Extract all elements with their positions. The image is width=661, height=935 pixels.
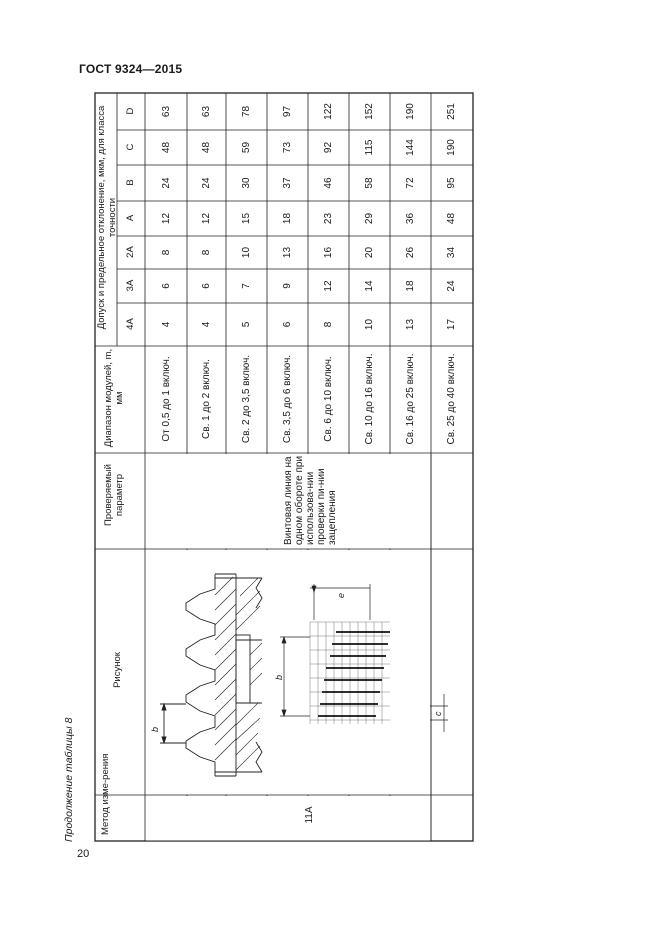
tolerance-value-cell: 4: [160, 321, 172, 328]
document-header: ГОСТ 9324—2015: [79, 62, 183, 76]
tolerance-value-cell: 48: [160, 141, 172, 154]
tolerance-value-cell: 78: [240, 105, 252, 118]
tolerance-value-cell: 6: [281, 321, 293, 328]
tolerance-value-cell: 95: [445, 177, 457, 189]
tolerance-value-cell: 8: [160, 249, 172, 256]
tolerance-value-cell: 115: [363, 139, 375, 156]
module-range-cell: От 0,5 до 1 включ.: [160, 356, 172, 442]
tolerance-value-cell: 144: [404, 139, 416, 156]
module-range-cell: Св. 16 до 25 включ.: [404, 353, 416, 445]
tolerance-value-cell: 14: [363, 280, 375, 292]
tolerance-value-cell: 13: [281, 246, 293, 259]
tolerance-value-cell: 23: [322, 212, 334, 225]
class-header-4a: 4А: [125, 318, 136, 330]
header-figure: Рисунок: [112, 652, 123, 688]
tolerance-value-cell: 24: [445, 280, 457, 292]
tolerance-value-cell: 73: [281, 141, 293, 154]
dim-label-e: e: [336, 592, 346, 598]
header-method: Метод изме-рения: [100, 753, 111, 835]
table-continuation-caption: Продолжение таблицы 8: [63, 717, 75, 842]
tolerance-value-cell: 5: [240, 321, 252, 328]
tolerance-value-cell: 37: [281, 177, 293, 189]
tolerance-value-cell: 8: [322, 321, 334, 328]
tolerance-value-cell: 18: [281, 212, 293, 225]
tolerance-value-cell: 17: [445, 318, 457, 331]
class-header-3a: 3А: [125, 279, 136, 292]
tolerance-value-cell: 190: [404, 103, 416, 120]
tolerance-value-cell: 12: [322, 280, 334, 292]
tolerance-value-cell: 48: [200, 141, 212, 154]
tolerance-value-cell: 24: [200, 177, 212, 189]
tolerance-value-cell: 92: [322, 141, 334, 154]
tolerance-value-cell: 9: [281, 283, 293, 289]
dim-label-b-bottom: b: [274, 674, 284, 680]
class-header-2a: 2А: [125, 246, 136, 258]
class-header-c: С: [125, 143, 136, 151]
tolerance-value-cell: 36: [404, 212, 416, 225]
tolerance-value-cell: 46: [322, 177, 334, 189]
dim-label-b-top: b: [150, 726, 160, 732]
page-number: 20: [77, 848, 90, 860]
dim-label-c: c: [433, 711, 443, 716]
tolerance-value-cell: 12: [200, 212, 212, 225]
tolerance-value-cell: 29: [363, 212, 375, 225]
tolerance-value-cell: 20: [363, 246, 375, 259]
tolerance-value-cell: 18: [404, 280, 416, 292]
module-range-cell: Св. 1 до 2 включ.: [200, 359, 212, 439]
tolerance-value-cell: 10: [363, 318, 375, 331]
tolerance-value-cell: 122: [322, 103, 334, 120]
class-header-d: D: [125, 107, 136, 115]
tolerance-value-cell: 10: [240, 246, 252, 259]
tolerance-value-cell: 34: [445, 246, 457, 259]
header-modules: Диапазон модулей, m, мм: [103, 348, 125, 448]
tolerance-value-cell: 24: [160, 177, 172, 189]
tolerance-value-cell: 59: [240, 141, 252, 154]
tolerance-value-cell: 8: [200, 249, 212, 256]
tolerance-value-cell: 48: [445, 212, 457, 225]
tolerance-value-cell: 15: [240, 212, 252, 225]
header-tolerance: Допуск и предельное отклонение, мкм, для класса точности: [96, 105, 118, 330]
class-header-a: А: [125, 214, 136, 222]
module-range-cell: Св. 10 до 16 включ.: [363, 353, 375, 445]
tolerance-value-cell: 152: [363, 103, 375, 120]
tolerance-value-cell: 58: [363, 177, 375, 189]
module-range-cell: Св. 2 до 3,5 включ.: [240, 354, 252, 444]
tolerance-value-cell: 63: [200, 105, 212, 118]
tolerance-value-cell: 190: [445, 139, 457, 156]
tolerance-value-cell: 13: [404, 318, 416, 331]
tolerance-value-cell: 251: [445, 103, 457, 120]
tolerance-value-cell: 6: [160, 283, 172, 289]
module-range-cell: Св. 6 до 10 включ.: [322, 356, 334, 442]
tolerance-value-cell: 30: [240, 177, 252, 189]
parameter-value: Винтовая линия на одном обороте при использова-нии проверки пи-нии зацепления: [283, 455, 338, 545]
tolerance-value-cell: 72: [404, 177, 416, 189]
tolerance-value-cell: 16: [322, 246, 334, 259]
class-header-b: В: [125, 179, 136, 186]
tolerance-value-cell: 4: [200, 321, 212, 328]
method-value: 11А: [304, 806, 315, 824]
header-parameter: Проверяемый параметр: [103, 464, 125, 526]
tolerance-value-cell: 63: [160, 105, 172, 118]
tolerance-value-cell: 97: [281, 105, 293, 118]
tolerance-value-cell: 7: [240, 283, 252, 289]
module-range-cell: Св. 3,5 до 6 включ.: [281, 354, 293, 444]
tolerance-value-cell: 12: [160, 212, 172, 225]
tolerance-value-cell: 26: [404, 246, 416, 259]
module-range-cell: Св. 25 до 40 включ.: [445, 353, 457, 445]
tolerance-value-cell: 6: [200, 283, 212, 289]
